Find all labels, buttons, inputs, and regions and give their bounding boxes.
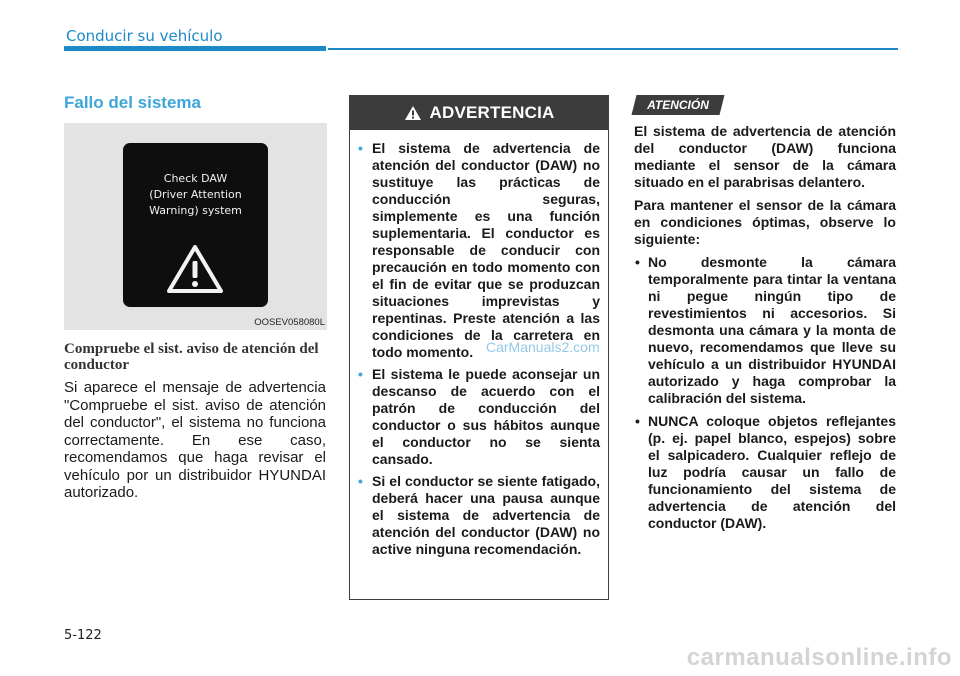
warning-header <box>350 96 608 130</box>
warning-item-text: El sistema de advertencia de atención del conductor (DAW) no sustituye las prácticas de conducción seguras, simplemente es una función suplementaria. El conductor es responsable de conducir con precaución en todo momento con el fin de evitar que se produzcan situaciones imprevistas y repentinas. Preste atención a las condiciones de la carretera en todo momento. <box>372 140 600 360</box>
caution-paragraph: Para mantener el sensor de la cámara en condiciones óptimas, observe lo siguiente: <box>634 197 896 247</box>
caution-item-text: No desmonte la cámara temporalmente para tintar la ventana ni pegue ningún tipo de revestimientos ni accesorios. Si desmonta una cámara y la monta de nuevo, recomendamos que lleve su vehículo a un distribuidor HYUNDAI autorizado y haga comprobar la calibración del sistema. <box>648 254 896 406</box>
header-title: Conducir su vehículo <box>66 27 223 45</box>
caution-paragraph: El sistema de advertencia de atención del conductor (DAW) funciona mediante el sensor de la cámara situado en el parabrisas delantero. <box>634 123 896 190</box>
caution-item <box>634 413 896 532</box>
figure-code: OOSEV058080L <box>254 317 325 328</box>
warning-title: ADVERTENCIA <box>429 103 555 122</box>
warning-item <box>358 473 600 558</box>
section-title: Fallo del sistema <box>64 93 201 112</box>
warning-item-text: Si el conductor se siente fatigado, deberá hacer una pausa aunque el sistema de advertencia de atención del conductor (DAW) no active ninguna recomendación. <box>372 473 600 557</box>
caution-label: ATENCIÓN <box>647 98 709 112</box>
watermark-footer: carmanualsonline.info <box>686 644 952 671</box>
warning-item <box>358 366 600 468</box>
watermark-inline: CarManuals2.com <box>486 339 600 355</box>
caution-content <box>634 123 896 538</box>
caution-list <box>634 254 896 532</box>
cluster-display <box>123 143 268 307</box>
cluster-display-message: Check DAW (Driver Attention Warning) system <box>149 172 242 217</box>
page-number: 5-122 <box>64 628 102 643</box>
bullet-icon: • <box>358 366 363 382</box>
warning-triangle-icon <box>165 243 225 295</box>
bullet-icon: • <box>635 254 640 270</box>
header-rule-thick <box>64 46 326 51</box>
subsection-body: Si aparece el mensaje de advertencia "Compruebe el sist. aviso de atención del conductor", el sistema no funciona correctamente. En ese caso, recomendamos que haga revisar el vehículo por un distribuidor HYUNDAI autorizado. <box>64 379 326 501</box>
bullet-icon: • <box>358 473 363 489</box>
subsection-title: Compruebe el sist. aviso de atención del conductor <box>64 341 319 373</box>
warning-item <box>358 140 600 361</box>
dashboard-figure <box>64 123 327 330</box>
bullet-icon: • <box>635 413 640 429</box>
warning-icon <box>404 105 422 121</box>
caution-item <box>634 254 896 407</box>
header-rule-thin <box>328 48 898 50</box>
caution-item-text: NUNCA coloque objetos reflejantes (p. ej. papel blanco, espejos) sobre el salpicadero. Cualquier reflejo de luz podría causar un fallo de funcionamiento del sistema de advertencia de atención del conductor (DAW). <box>648 413 896 531</box>
warning-item-text: El sistema le puede aconsejar un descanso de acuerdo con el patrón de conducción del conductor o sus hábitos aunque el conductor no se sienta cansado. <box>372 366 600 467</box>
bullet-icon: • <box>358 140 363 156</box>
